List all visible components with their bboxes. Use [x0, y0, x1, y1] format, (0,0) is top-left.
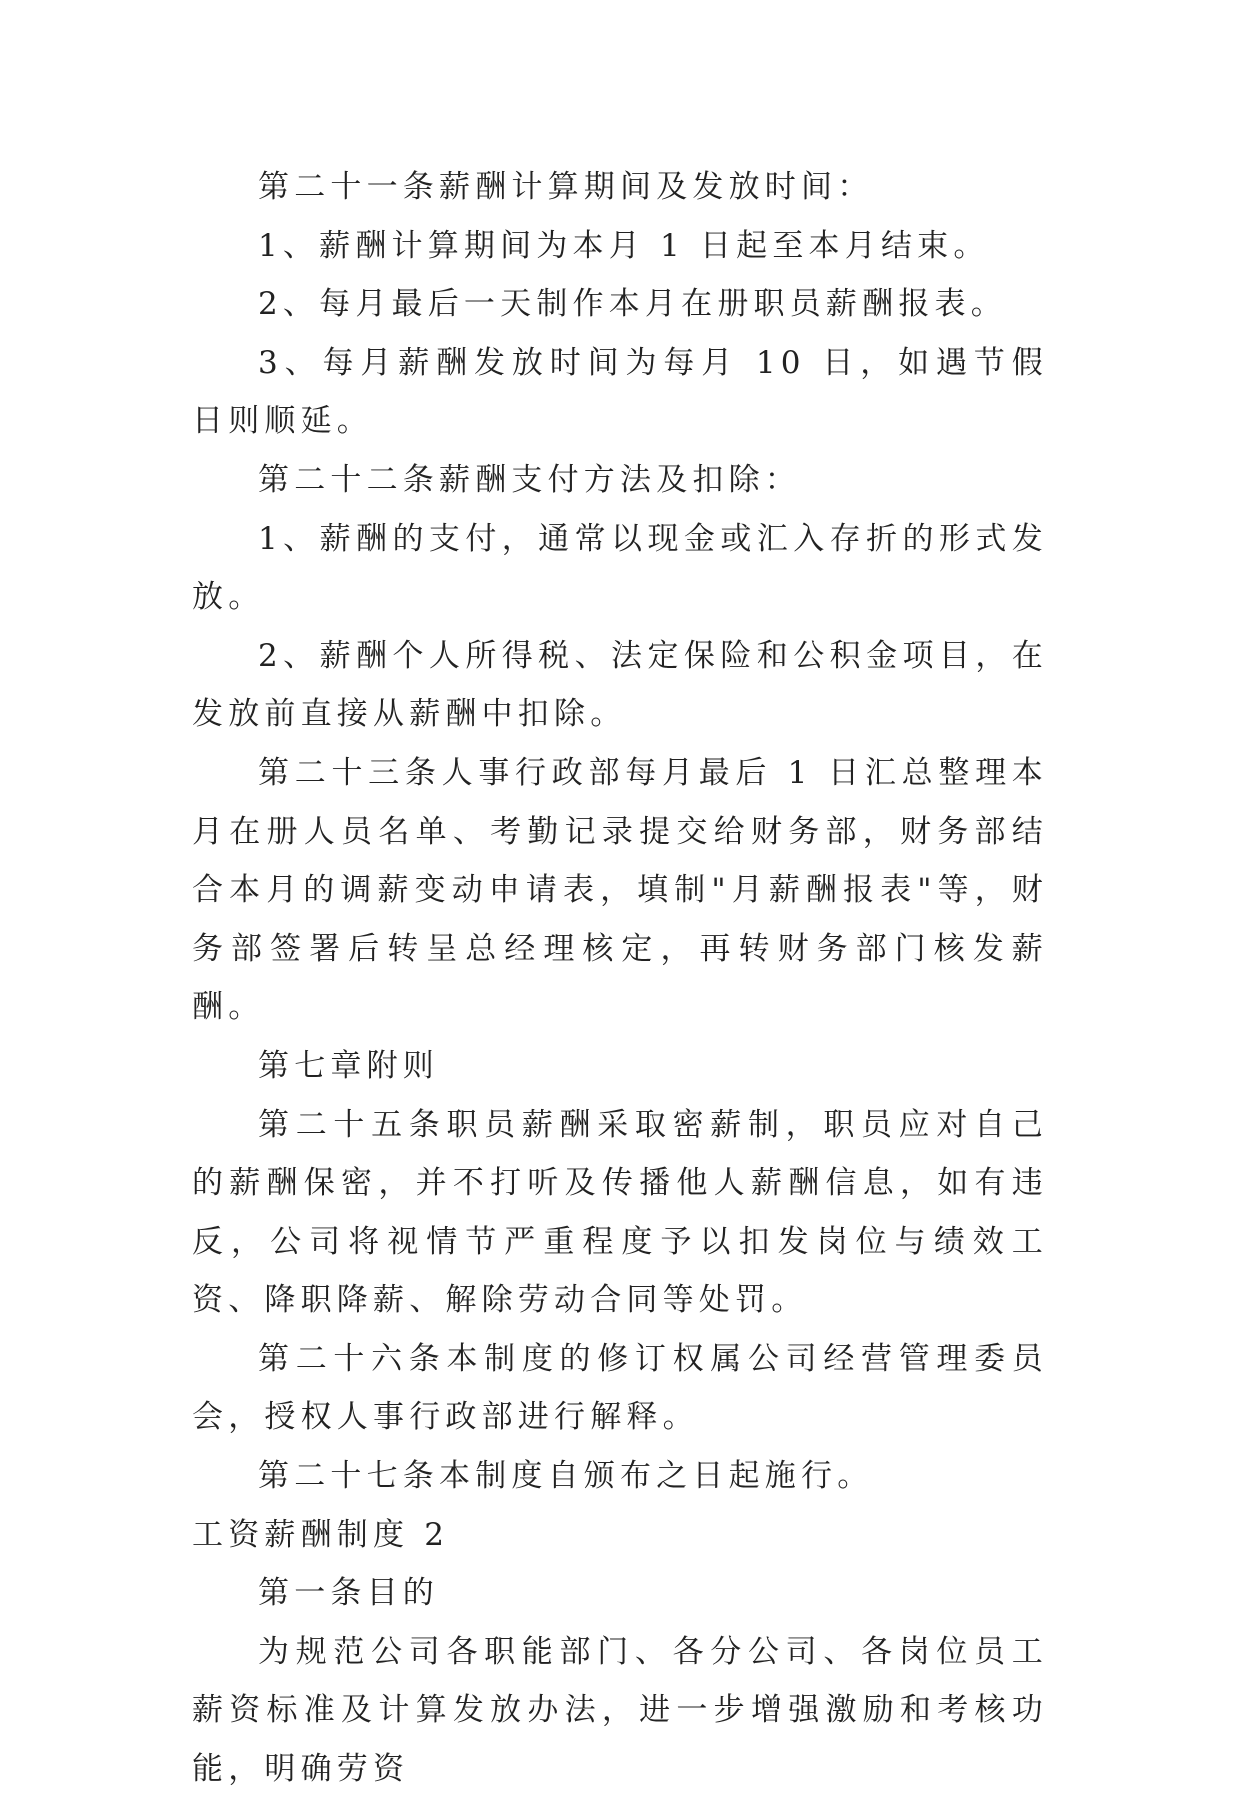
paragraph-payment-item-2: 2、薪酬个人所得税、法定保险和公积金项目，在发放前直接从薪酬中扣除。 — [192, 637, 1048, 733]
paragraph-purpose: 为规范公司各职能部门、各分公司、各岗位员工薪资标准及计算发放办法，进一步增强激励和考核功能，明确劳资 — [192, 1633, 1048, 1788]
paragraph-item-2: 2、每月最后一天制作本月在册职员薪酬报表。 — [258, 286, 1007, 323]
paragraph-article-25: 第二十五条职员薪酬采取密薪制，职员应对自己的薪酬保密，并不打听及传播他人薪酬信息，如有违反，公司将视情节严重程度予以扣发岗位与绩效工资、降职降薪、解除劳动合同等处罚。 — [192, 1106, 1048, 1319]
paragraph-article-27: 第二十七条本制度自颁布之日起施行。 — [258, 1458, 874, 1495]
paragraph-item-3: 3、每月薪酬发放时间为每月 10 日，如遇节假日则顺延。 — [192, 344, 1048, 440]
paragraph-item-1: 1、薪酬计算期间为本月 1 日起至本月结束。 — [258, 227, 990, 264]
paragraph-article-1: 第一条目的 — [258, 1575, 439, 1612]
chapter-heading: 第七章附则 — [258, 1047, 439, 1084]
paragraph-article-21: 第二十一条薪酬计算期间及发放时间： — [258, 169, 874, 205]
paragraph-article-23: 第二十三条人事行政部每月最后 1 日汇总整理本月在册人员名单、考勤记录提交给财务部，财务部结合本月的调薪变动申请表，填制"月薪酬报表"等，财务部签署后转呈总经理核定，再转财务部门核发薪酬。 — [192, 754, 1048, 1026]
paragraph-payment-item-1: 1、薪酬的支付，通常以现金或汇入存折的形式发放。 — [192, 520, 1048, 616]
document-body — [192, 158, 1048, 1799]
section-title: 工资薪酬制度 2 — [192, 1516, 450, 1553]
paragraph-article-26: 第二十六条本制度的修订权属公司经营管理委员会，授权人事行政部进行解释。 — [192, 1340, 1048, 1436]
paragraph-article-22: 第二十二条薪酬支付方法及扣除： — [258, 461, 801, 498]
